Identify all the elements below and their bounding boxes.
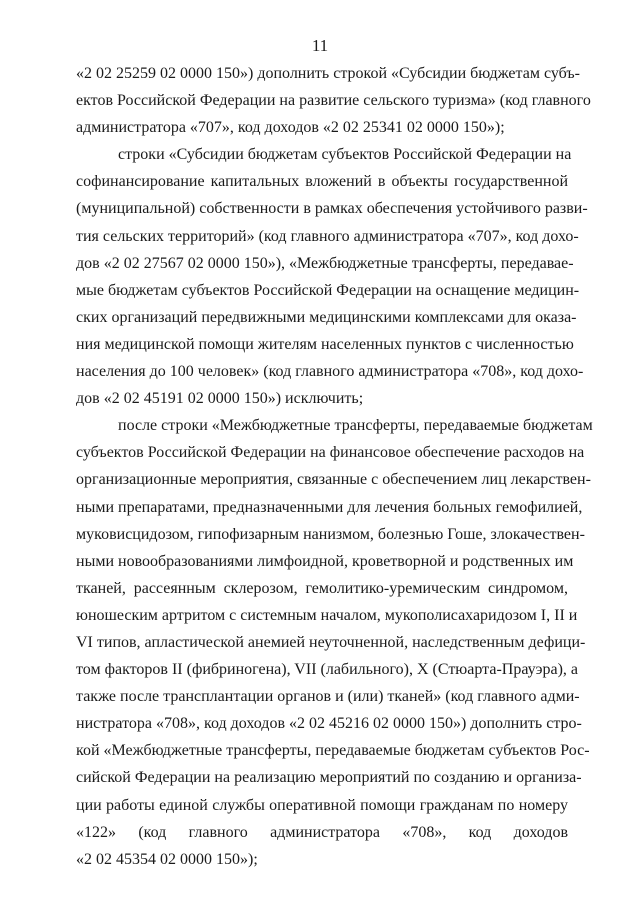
text-line: администратора «707», код доходов «2 02 25341 02 0000 150»); bbox=[76, 119, 505, 137]
text-line: субъектов Российской Федерации на финансовое обеспечение расходов на bbox=[76, 444, 585, 462]
text-line: кой «Межбюджетные трансферты, передаваемые бюджетам субъектов Рос- bbox=[76, 742, 590, 760]
body-text bbox=[76, 60, 593, 873]
text-line: «122» (код главного администратора «708», код доходов bbox=[76, 823, 568, 841]
text-line: ния медицинской помощи жителям населенных пунктов с численностью bbox=[76, 335, 574, 353]
text-line: строки «Субсидии бюджетам субъектов Российской Федерации на bbox=[118, 146, 572, 164]
text-line: VI типов, апластической анемией неуточненной, наследственным дефици- bbox=[76, 633, 586, 651]
text-line: дов «2 02 27567 02 0000 150»), «Межбюджетные трансферты, передавае- bbox=[76, 254, 574, 272]
text-line: ектов Российской Федерации на развитие сельского туризма» (код главного bbox=[76, 92, 591, 110]
text-line: сийской Федерации на реализацию мероприятий по созданию и организа- bbox=[76, 769, 582, 787]
text-line: юношеским артритом с системным началом, мукополисахаридозом I, II и bbox=[76, 606, 578, 624]
text-line: нистратора «708», код доходов «2 02 45216 02 0000 150») дополнить стро- bbox=[76, 715, 582, 733]
text-line: ными препаратами, предназначенными для лечения больных гемофилией, bbox=[76, 498, 583, 516]
text-line: тия сельских территорий» (код главного администратора «707», код дохо- bbox=[76, 227, 579, 245]
text-line: после строки «Межбюджетные трансферты, передаваемые бюджетам bbox=[118, 417, 593, 435]
text-line: (муниципальной) собственности в рамках обеспечения устойчивого разви- bbox=[76, 200, 588, 218]
text-line: софинансирование капитальных вложений в объекты государственной bbox=[76, 173, 568, 191]
text-line: населения до 100 человек» (код главного администратора «708», код дохо- bbox=[76, 363, 584, 381]
text-line: муковисцидозом, гипофизарным нанизмом, болезнью Гоше, злокачествен- bbox=[76, 525, 585, 543]
text-line: также после трансплантации органов и (или) тканей» (код главного адми- bbox=[76, 688, 580, 706]
text-line: дов «2 02 45191 02 0000 150») исключить; bbox=[76, 390, 364, 408]
text-line: ции работы единой службы оперативной помощи гражданам по номеру bbox=[76, 796, 568, 814]
text-line: том факторов II (фибриногена), VII (лабильного), X (Стюарта-Прауэра), а bbox=[76, 661, 579, 679]
text-line: мые бюджетам субъектов Российской Федерации на оснащение медицин- bbox=[76, 281, 580, 299]
text-line: «2 02 45354 02 0000 150»); bbox=[76, 850, 258, 868]
text-line: ских организаций передвижными медицинскими комплексами для оказа- bbox=[76, 308, 577, 326]
text-line: тканей, рассеянным склерозом, гемолитико-уремическим синдромом, bbox=[76, 579, 568, 597]
page-number: 11 bbox=[311, 36, 329, 55]
text-line: организационные мероприятия, связанные с обеспечением лиц лекарствен- bbox=[76, 471, 591, 489]
text-line: «2 02 25259 02 0000 150») дополнить строкой «Субсидии бюджетам субъ- bbox=[76, 65, 580, 82]
text-line: ными новообразованиями лимфоидной, кроветворной и родственных им bbox=[76, 552, 574, 570]
